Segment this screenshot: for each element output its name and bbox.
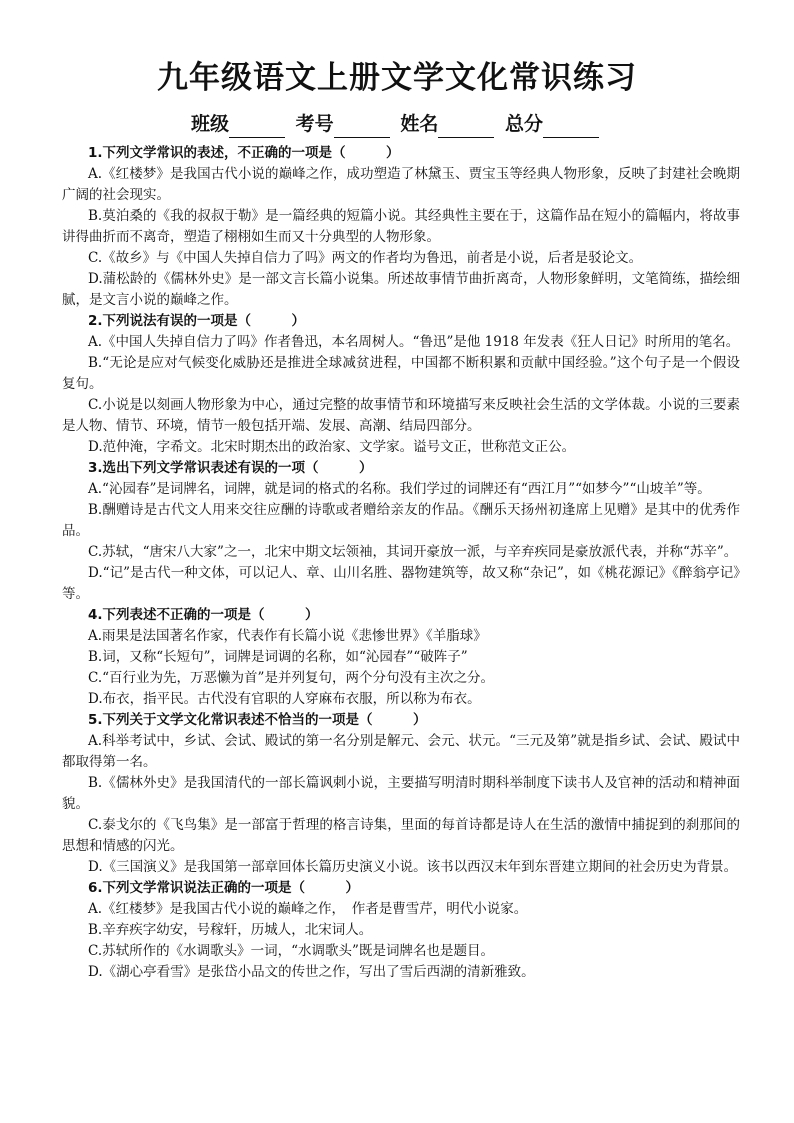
question-stem: 6.下列文学常识说法正确的一项是（ ） — [88, 880, 360, 896]
class-blank[interactable] — [229, 117, 285, 138]
question-stem: 4.下列表述不正确的一项是（ ） — [88, 607, 319, 623]
name-blank[interactable] — [438, 117, 494, 138]
class-label: 班级 — [191, 113, 230, 135]
option-a: A.《中国人失掉自信力了吗》作者鲁迅，本名周树人。“鲁迅”是他 1918 年发表《狂人日记》时所用的笔名。 — [88, 334, 740, 350]
question-5 — [62, 710, 740, 878]
option-c: C.苏轼，“唐宋八大家”之一，北宋中期文坛领袖，其词开豪放一派，与辛弃疾同是豪放派代表，并称“苏辛”。 — [88, 544, 738, 560]
question-6 — [62, 878, 740, 983]
option-a: A.科举考试中，乡试、会试、殿试的第一名分别是解元、会元、状元。“三元及第”就是指乡试、会试、殿试中都取得第一名。 — [62, 733, 740, 770]
score-blank[interactable] — [543, 117, 599, 138]
option-a: A.雨果是法国著名作家，代表作有长篇小说《悲惨世界》《羊脂球》 — [88, 628, 487, 644]
option-b: B.“无论是应对气候变化威胁还是推进全球减贫进程，中国都不断积累和贡献中国经验。”这个句子是一个假设复句。 — [62, 355, 740, 392]
option-d: D.范仲淹，字希文。北宋时期杰出的政治家、文学家。谥号文正，世称范文正公。 — [88, 439, 576, 455]
option-b: B.《儒林外史》是我国清代的一部长篇讽刺小说，主要描写明清时期科举制度下读书人及官神的活动和精神面貌。 — [62, 775, 740, 812]
option-d: D.布衣，指平民。古代没有官职的人穿麻布衣服，所以称为布衣。 — [88, 691, 481, 707]
option-a: A.《红楼梦》是我国古代小说的巅峰之作， 作者是曹雪芹，明代小说家。 — [88, 901, 528, 917]
option-b: B.辛弃疾字幼安，号稼轩，历城人，北宋词人。 — [88, 922, 373, 938]
option-a: A.“沁园春”是词牌名，词牌，就是词的格式的名称。我们学过的词牌还有“西江月”“如梦今”“山坡羊”等。 — [88, 481, 711, 497]
question-3 — [62, 458, 740, 605]
option-d: D.“记”是古代一种文体，可以记人、章、山川名胜、器物建筑等，故又称“杂记”，如《桃花源记》《醉翁亭记》等。 — [62, 565, 740, 602]
question-2 — [62, 311, 740, 458]
question-stem: 3.选出下列文学常识表述有误的一项（ ） — [88, 460, 373, 476]
option-c: C.小说是以刻画人物形象为中心，通过完整的故事情节和环境描写来反映社会生活的文学体裁。小说的三要素是人物、情节、环境，情节一般包括开端、发展、高潮、结局四部分。 — [62, 397, 740, 434]
option-b: B.酬赠诗是古代文人用来交往应酬的诗歌或者赠给亲友的作品。《酬乐天扬州初逢席上见赠》是其中的优秀作品。 — [62, 502, 740, 539]
question-4 — [62, 605, 740, 710]
option-d: D.蒲松龄的《儒林外史》是一部文言长篇小说集。所述故事情节曲折离奇，人物形象鲜明，文笔简练，描绘细腻，是文言小说的巅峰之作。 — [62, 271, 740, 308]
number-blank[interactable] — [334, 117, 390, 138]
student-info-line — [0, 110, 794, 138]
option-a: A.《红楼梦》是我国古代小说的巅峰之作，成功塑造了林黛玉、贾宝玉等经典人物形象，反映了封建社会晚期广阔的社会现实。 — [62, 166, 740, 203]
question-1 — [62, 143, 740, 311]
page-title: 九年级语文上册文学文化常识练习 — [157, 60, 637, 96]
option-c: C.泰戈尔的《飞鸟集》是一部富于哲理的格言诗集，里面的每首诗都是诗人在生活的激情中捕捉到的刹那间的思想和情感的闪光。 — [62, 817, 740, 854]
option-c: C.《故乡》与《中国人失掉自信力了吗》两文的作者均为鲁迅，前者是小说，后者是驳论文。 — [88, 250, 643, 266]
option-b: B.莫泊桑的《我的叔叔于勒》是一篇经典的短篇小说。其经典性主要在于，这篇作品在短小的篇幅内，将故事讲得曲折而不离奇，塑造了栩栩如生而又十分典型的人物形象。 — [62, 208, 740, 245]
option-b: B.词，又称“长短句”，词牌是词调的名称，如“沁园春”“破阵子” — [88, 649, 468, 665]
question-stem: 5.下列关于文学文化常识表述不恰当的一项是（ ） — [88, 712, 427, 728]
score-label: 总分 — [504, 113, 543, 135]
question-stem: 2.下列说法有误的一项是（ ） — [88, 313, 306, 329]
option-d: D.《三国演义》是我国第一部章回体长篇历史演义小说。该书以西汉末年到东晋建立期间的社会历史为背景。 — [88, 859, 738, 875]
option-c: C.“百行业为先，万恶懒为首”是并列复句，两个分句没有主次之分。 — [88, 670, 494, 686]
question-stem: 1.下列文学常识的表述，不正确的一项是（ ） — [88, 145, 400, 161]
number-label: 考号 — [295, 113, 334, 135]
question-list — [62, 143, 740, 983]
option-d: D.《湖心亭看雪》是张岱小品文的传世之作，写出了雪后西湖的清新雅致。 — [88, 964, 535, 980]
option-c: C.苏轼所作的《水调歌头》一词，“水调歌头”既是词牌名也是题目。 — [88, 943, 494, 959]
name-label: 姓名 — [400, 113, 439, 135]
